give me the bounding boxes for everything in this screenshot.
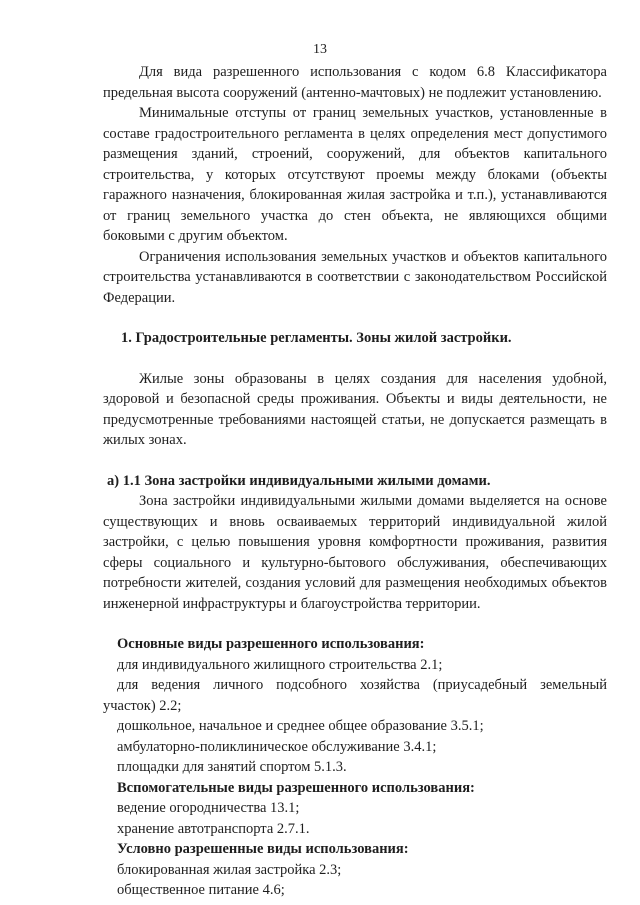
paragraph-restrictions: Ограничения использования земельных участков и объектов капитального строительства устанавливаются в соответствии с законодательством Российской Федерации. bbox=[103, 248, 607, 306]
paragraph-individual-houses: Зона застройки индивидуальными жилыми домами выделяется на основе существующих и вновь осваиваемых территорий индивидуальной жилой застройки, с целью повышения уровня комфортности проживания, развития сферы социального и культурно-бытового обслуживания, обеспечивающих потребности жителей, создания условий для размещения необходимых объектов инженерной инфраструктуры и благоустройства территории. bbox=[103, 493, 607, 612]
subsection-heading-individual-houses: а) 1.1 Зона застройки индивидуальными жилыми домами. bbox=[107, 472, 491, 489]
section-heading-residential-zones: 1. Градостроительные регламенты. Зоны жилой застройки. bbox=[121, 330, 512, 346]
paragraph-setbacks: Минимальные отступы от границ земельных участков, установленные в составе градостроительного регламента в целях определения мест допустимого размещения зданий, строений, сооружений, для объектов капитального строительства, у которых отсутствуют проемы между блоками (объекты гаражного назначения, блокированная жилая застройка и т.п.), устанавливаются от границ земельного участка до стен объекта, не являющихся общими боковыми с другим объектом. bbox=[103, 105, 607, 244]
aux-uses-heading: Вспомогательные виды разрешенного использования: bbox=[117, 779, 475, 796]
main-use-item: для индивидуального жилищного строительства 2.1; bbox=[117, 656, 443, 673]
aux-use-item: ведение огородничества 13.1; bbox=[117, 800, 300, 816]
paragraph-antenna-height: Для вида разрешенного использования с кодом 6.8 Классификатора предельная высота сооружений (антенно-мачтовых) не подлежит установлению. bbox=[103, 64, 607, 101]
main-use-item: дошкольное, начальное и среднее общее образование 3.5.1; bbox=[117, 718, 484, 734]
aux-use-item: хранение автотранспорта 2.7.1. bbox=[117, 820, 310, 837]
main-use-item: амбулаторно-поликлиническое обслуживание 3.4.1; bbox=[117, 738, 437, 755]
page-body bbox=[103, 62, 607, 901]
conditional-use-item: общественное питание 4.6; bbox=[117, 882, 285, 898]
page-number: 13 bbox=[313, 42, 327, 57]
main-use-item: для ведения личного подсобного хозяйства (приусадебный земельный участок) 2.2; bbox=[103, 677, 607, 714]
conditional-use-item: блокированная жилая застройка 2.3; bbox=[117, 861, 342, 878]
main-uses-heading: Основные виды разрешенного использования: bbox=[117, 636, 425, 652]
main-use-item: площадки для занятий спортом 5.1.3. bbox=[117, 759, 347, 775]
paragraph-residential-zones: Жилые зоны образованы в целях создания для населения удобной, здоровой и безопасной среды проживания. Объекты и виды деятельности, не предусмотренные требованиями настоящей статьи, не допускается размещать в жилых зонах. bbox=[103, 370, 607, 448]
conditional-uses-heading: Условно разрешенные виды использования: bbox=[117, 841, 409, 857]
